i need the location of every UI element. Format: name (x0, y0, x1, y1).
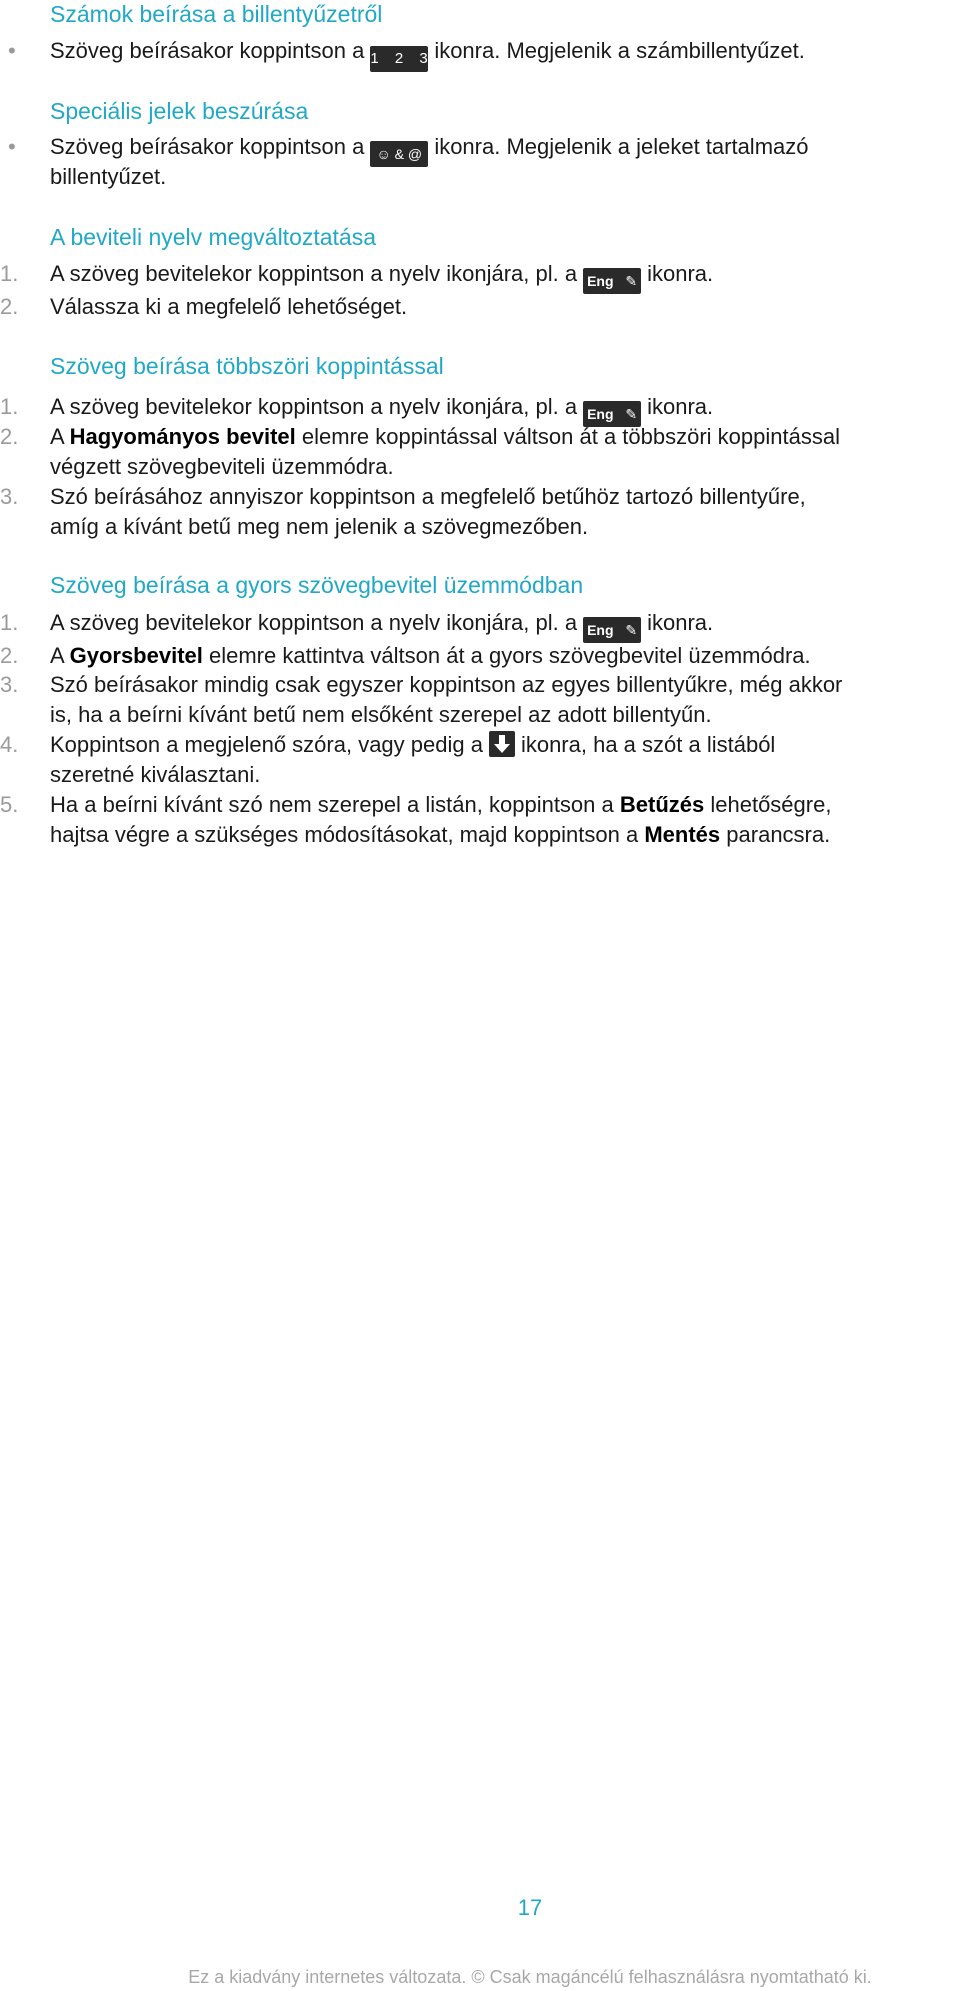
symbols-keyboard-icon: ☺ & @ (370, 141, 428, 167)
section-heading: Szöveg beírása többszöri koppintással (50, 353, 444, 379)
step-number: 1. (0, 394, 19, 419)
down-arrow-icon (489, 731, 515, 757)
pencil-icon: ✎ (625, 406, 638, 422)
step-number: 5. (0, 792, 19, 817)
bullet-marker: • (8, 134, 16, 159)
pencil-icon: ✎ (625, 273, 638, 289)
step-number: 2. (0, 643, 19, 668)
section-heading: Szöveg beírása a gyors szövegbevitel üzemmódban (50, 572, 584, 598)
step-number: 3. (0, 484, 19, 509)
page-number: 17 (517, 1895, 543, 1920)
step-number: 2. (0, 424, 19, 449)
section-heading: A beviteli nyelv megváltoztatása (50, 224, 377, 250)
document-page: Számok beírása a billentyűzetről • Szöveg beírásakor koppintson a 1 2 3ikonra. Megjelenik a számbillentyűzet. Speciális jelek beszúrása • Szöveg beírásakor koppintson a ☺ & @ ikonra. Megjelenik a jeleket tartalmazó billentyűzet. A beviteli nyelv megváltoztatása 1. A szöveg bevitelekor koppintson a nyelv ikonjára, pl. a Eng ✎ ikonra. 2. Válassza ki a megfelelő lehetőséget. Szöveg beírása többszöri koppintással 1. A szöveg bevitelekor koppintson a nyelv ikonjára, pl. a Eng ✎ ikonra. 2. A Hagyományos bevitel elemre koppintással váltson át a többszöri koppintással végzett szövegbeviteli üzemmódra. 3. Szó beírásához annyiszor koppintson a megfelelő betűhöz tartozó billentyűre, amíg a kívánt betű meg nem jelenik a szövegmezőben. Szöveg beírása a gyors szövegbevitel üzemmódban 1. A szöveg bevitelekor koppintson a nyelv ikonjára, pl. a Eng ✎ ikonra. 2. A Gyorsbevitel elemre kattintva váltson át a gyors szövegbevitel üzemmódra. 3. Szó beírásakor mindig csak egyszer koppintson az egyes billentyűkre, még akkor is, ha a beírni kívánt betű nem elsőként szerepel az adott billentyűn. 4. Koppintson a megjelenő szóra, vagy pedig a ikonra, ha a szót a listából szeretné kiválasztani. 5. Ha a beírni kívánt szó nem szerepel a listán, koppintson a Betűzés lehetőségre, hajtsa végre a szükséges módosításokat, majd koppintson a Mentés parancsra. 17 Ez a kiadvány internetes változata. © Csak magáncélú felhasználásra nyomtatható ki. (0, 0, 960, 1991)
step-number: 2. (0, 294, 19, 319)
section-heading: Speciális jelek beszúrása (50, 98, 309, 124)
language-eng-icon: Eng ✎ (583, 617, 641, 643)
language-eng-icon: Eng ✎ (583, 401, 641, 427)
numeric-keyboard-icon: 1 2 3 (370, 46, 428, 72)
section-heading: Számok beírása a billentyűzetről (50, 1, 383, 27)
footer-note: Ez a kiadvány internetes változata. © Csak magáncélú felhasználásra nyomtatható ki. (188, 1967, 872, 1987)
step-number: 1. (0, 610, 19, 635)
pencil-icon: ✎ (625, 622, 638, 638)
step-number: 4. (0, 732, 19, 757)
language-eng-icon: Eng ✎ (583, 268, 641, 294)
step-number: 1. (0, 261, 19, 286)
bullet-marker: • (8, 38, 16, 63)
step-number: 3. (0, 672, 19, 697)
